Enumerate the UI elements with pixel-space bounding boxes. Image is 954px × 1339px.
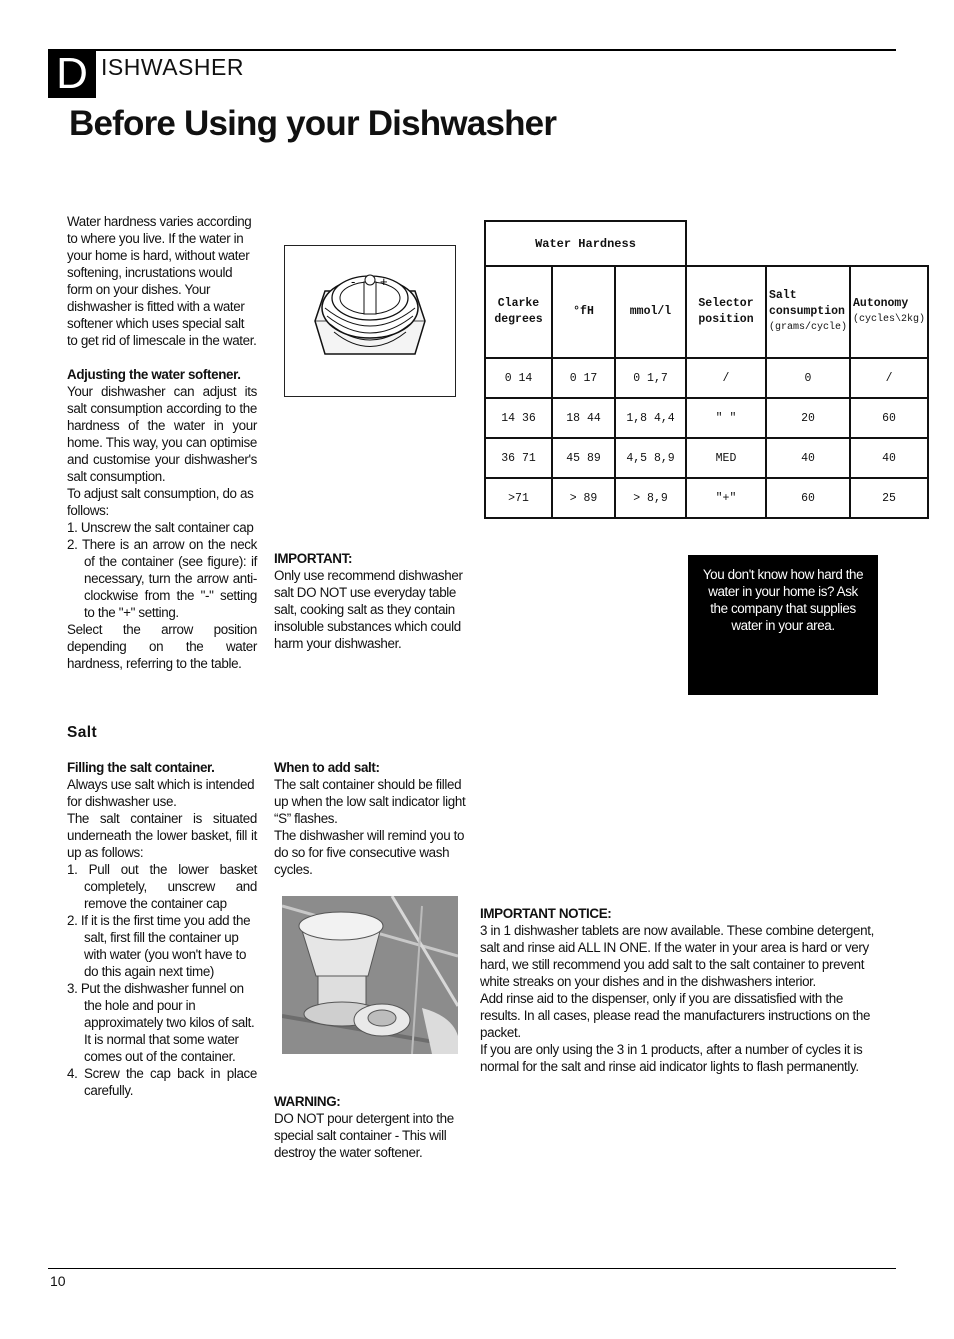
salt-header-label: Salt consumption [769,289,845,318]
important-text: Only use recommend dishwasher salt DO NOT use everyday table salt, cooking salt as they contain insoluble substances which could harm your dishwasher. [274,568,463,651]
page-title: Before Using your Dishwasher [69,104,557,143]
table-cell: 20 [766,398,850,438]
adjust-step: 2. There is an arrow on the neck of the container (see figure): if necessary, turn the arrow anti-clockwise from the "-" setting to the "+" setting. [67,537,257,620]
table-header-salt [766,266,850,358]
top-rule [48,49,896,51]
table-cell: / [686,358,766,398]
table-cell: " " [686,398,766,438]
table-header: °fH [552,266,615,358]
table-cell: > 89 [552,478,615,518]
water-hardness-info-box [688,555,878,695]
notice-heading: IMPORTANT NOTICE: [480,906,612,921]
adjust-text: Your dishwasher can adjust its salt consumption according to the hardness of the water in your home. This way, you can optimise and customise your dishwasher's salt consumption. [67,384,257,484]
table-header-autonomy [850,266,928,358]
salt-left-column [67,759,257,1099]
select-text: Select the arrow position depending on the water hardness, referring to the table. [67,622,257,671]
table-header: Clarke degrees [485,266,552,358]
filling-heading: Filling the salt container. [67,760,215,775]
warning-heading: WARNING: [274,1094,341,1109]
warning-text: DO NOT pour detergent into the special salt container - This will destroy the water softener. [274,1111,454,1160]
table-cell: 14 36 [485,398,552,438]
table-cell: 1,8 4,4 [615,398,686,438]
adjust-how: To adjust salt consumption, do as follows: [67,486,254,518]
important-heading: IMPORTANT: [274,551,353,566]
salt-container-photo [282,896,458,1054]
table-cell: MED [686,438,766,478]
table-header: mmol/l [615,266,686,358]
table-row [485,398,928,438]
autonomy-header-label: Autonomy [853,297,909,310]
autonomy-header-unit: (cycles\2kg) [853,314,926,325]
salt-step: 4. Screw the cap back in place carefully. [67,1066,257,1098]
important-notice-block [480,905,880,1075]
important-block [274,550,466,652]
salt-cap-illustration [285,246,455,396]
notice-text: If you are only using the 3 in 1 products, after a number of cycles it is normal for the salt and rinse aid indicator lights to flash permanently. [480,1042,863,1074]
table-row [485,438,928,478]
page-number: 10 [50,1273,66,1289]
table-row [485,358,928,398]
table-cell: > 8,9 [615,478,686,518]
salt-header-unit: (grams/cycle) [769,322,848,333]
info-box-text: You don't know how hard the water in your home is? Ask the company that supplies water in your area. [702,567,864,633]
table-cell: 18 44 [552,398,615,438]
adjust-step: 1. Unscrew the salt container cap [67,520,254,535]
salt-step: 1. Pull out the lower basket completely, unscrew and remove the container cap [67,862,257,911]
table-cell: "+" [686,478,766,518]
table-cell: / [850,358,928,398]
table-title: Water Hardness [485,221,686,266]
notice-text: 3 in 1 dishwasher tablets are now available. These combine detergent, salt and rinse aid ALL IN ONE. If the water in your area is hard or very hard, we still recommend you add salt to the salt container to prevent white streaks on your dishes and in the dishwashers interior. [480,923,874,989]
remind-text: The dishwasher will remind you to do so for five consecutive wash cycles. [274,828,465,877]
table-cell: 45 89 [552,438,615,478]
table-cell: 25 [850,478,928,518]
bottom-rule [48,1268,896,1269]
table-cell: 0 1,7 [615,358,686,398]
filling-text: Always use salt which is intended for dishwasher use. [67,777,255,809]
water-hardness-table [484,220,929,519]
salt-step: 3. Put the dishwasher funnel on the hole and pour in approximately two kilos of salt. It is normal that some water comes out of the container. [67,981,255,1064]
table-cell: 0 [766,358,850,398]
table-blank [686,221,928,266]
left-column [67,213,257,672]
adjust-heading: Adjusting the water softener. [67,367,241,382]
situated-text: The salt container is situated underneath the lower basket, fill it up as follows: [67,811,257,860]
table-header: Selector position [686,266,766,358]
salt-heading: Salt [67,724,98,741]
table-cell: 40 [766,438,850,478]
table-cell: 0 14 [485,358,552,398]
when-heading: When to add salt: [274,760,380,775]
cap-minus-label: - [351,274,356,289]
table-cell: 60 [850,398,928,438]
notice-text: Add rinse aid to the dispenser, only if you are dissatisfied with the results. In all cases, please read the manufacturers instructions on the packet. [480,991,871,1040]
section-initial: D [48,50,96,98]
table-cell: 40 [850,438,928,478]
when-text: The salt container should be filled up when the low salt indicator light “S” flashes. [274,777,466,826]
table-cell: 60 [766,478,850,518]
table-row [485,478,928,518]
salt-step: 2. If it is the first time you add the salt, first fill the container up with water (you won't have to do this again next time) [67,913,251,979]
cap-plus-label: + [380,274,388,289]
table-cell: 4,5 8,9 [615,438,686,478]
salt-cap-figure [284,245,456,397]
section-name: ISHWASHER [101,54,244,80]
table-cell: 0 17 [552,358,615,398]
table-cell: >71 [485,478,552,518]
warning-block [274,1093,466,1161]
when-to-add-block [274,759,466,878]
table-cell: 36 71 [485,438,552,478]
intro-text: Water hardness varies according to where you live. If the water in your home is hard, without water softening, incrustations would form on your dishes. Your dishwasher is fitted with a water softener which uses special salt to get rid of limescale in the water. [67,214,257,348]
salt-container-illustration [282,896,458,1054]
